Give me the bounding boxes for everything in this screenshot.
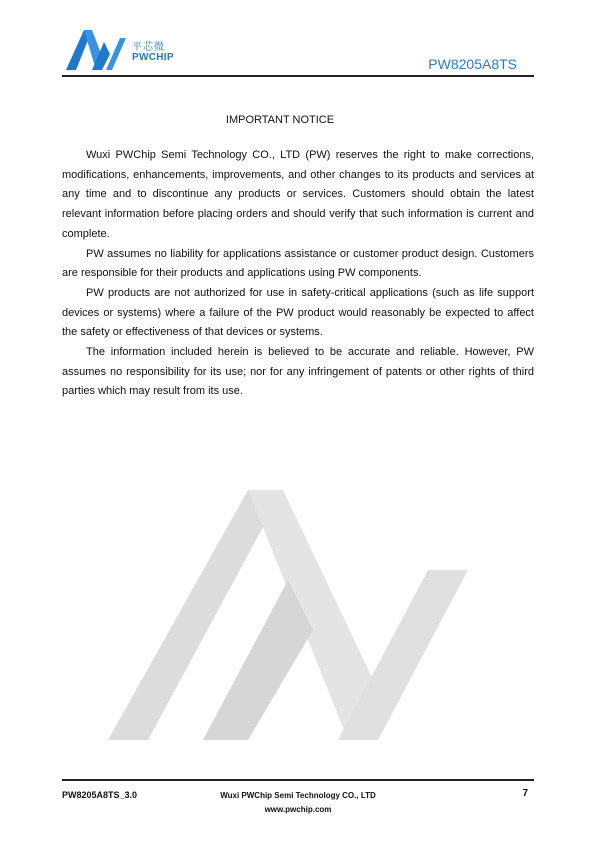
footer-doc-version: PW8205A8TS_3.0 <box>62 790 138 800</box>
header-part-number: PW8205A8TS <box>428 56 517 72</box>
logo-chinese-text: 平芯微 <box>132 42 165 53</box>
footer-company-name: Wuxi PWChip Semi Technology CO., LTD <box>220 791 376 800</box>
notice-paragraph: The information included herein is believed to be accurate and reliable. However, PW assumes no responsibility for its use; nor for any infringement of patents or other rights of third parties which may result from its use. <box>62 346 534 398</box>
notice-title: IMPORTANT NOTICE <box>225 114 335 126</box>
notice-paragraph: PW products are not authorized for use in safety-critical applications (such as life support devices or systems) where a failure of the PW product would reasonably be expected to affect the safety or effectiveness of that devices or systems. <box>62 286 534 339</box>
footer-website: www.pwchip.com <box>264 805 332 814</box>
company-logo <box>64 26 224 74</box>
footer-divider <box>62 779 534 781</box>
notice-body <box>62 146 534 402</box>
notice-paragraph: PW assumes no liability for applications assistance or customer product design. Customers are responsible for their products and applications using PW components. <box>62 247 534 280</box>
page-number: 7 <box>522 788 528 799</box>
watermark-logo-icon <box>108 490 488 740</box>
notice-paragraph: Wuxi PWChip Semi Technology CO., LTD (PW) reserves the right to make corrections, modifications, enhancements, improvements, and other changes to its products and services at any time and to discontinue any products or services. Customers should obtain the latest relevant information before placing orders and should verify that such information is current and complete. <box>62 149 534 240</box>
logo-english-text: PWCHIP <box>132 52 174 63</box>
header-divider <box>62 75 534 77</box>
pwchip-logo-icon <box>64 26 126 72</box>
